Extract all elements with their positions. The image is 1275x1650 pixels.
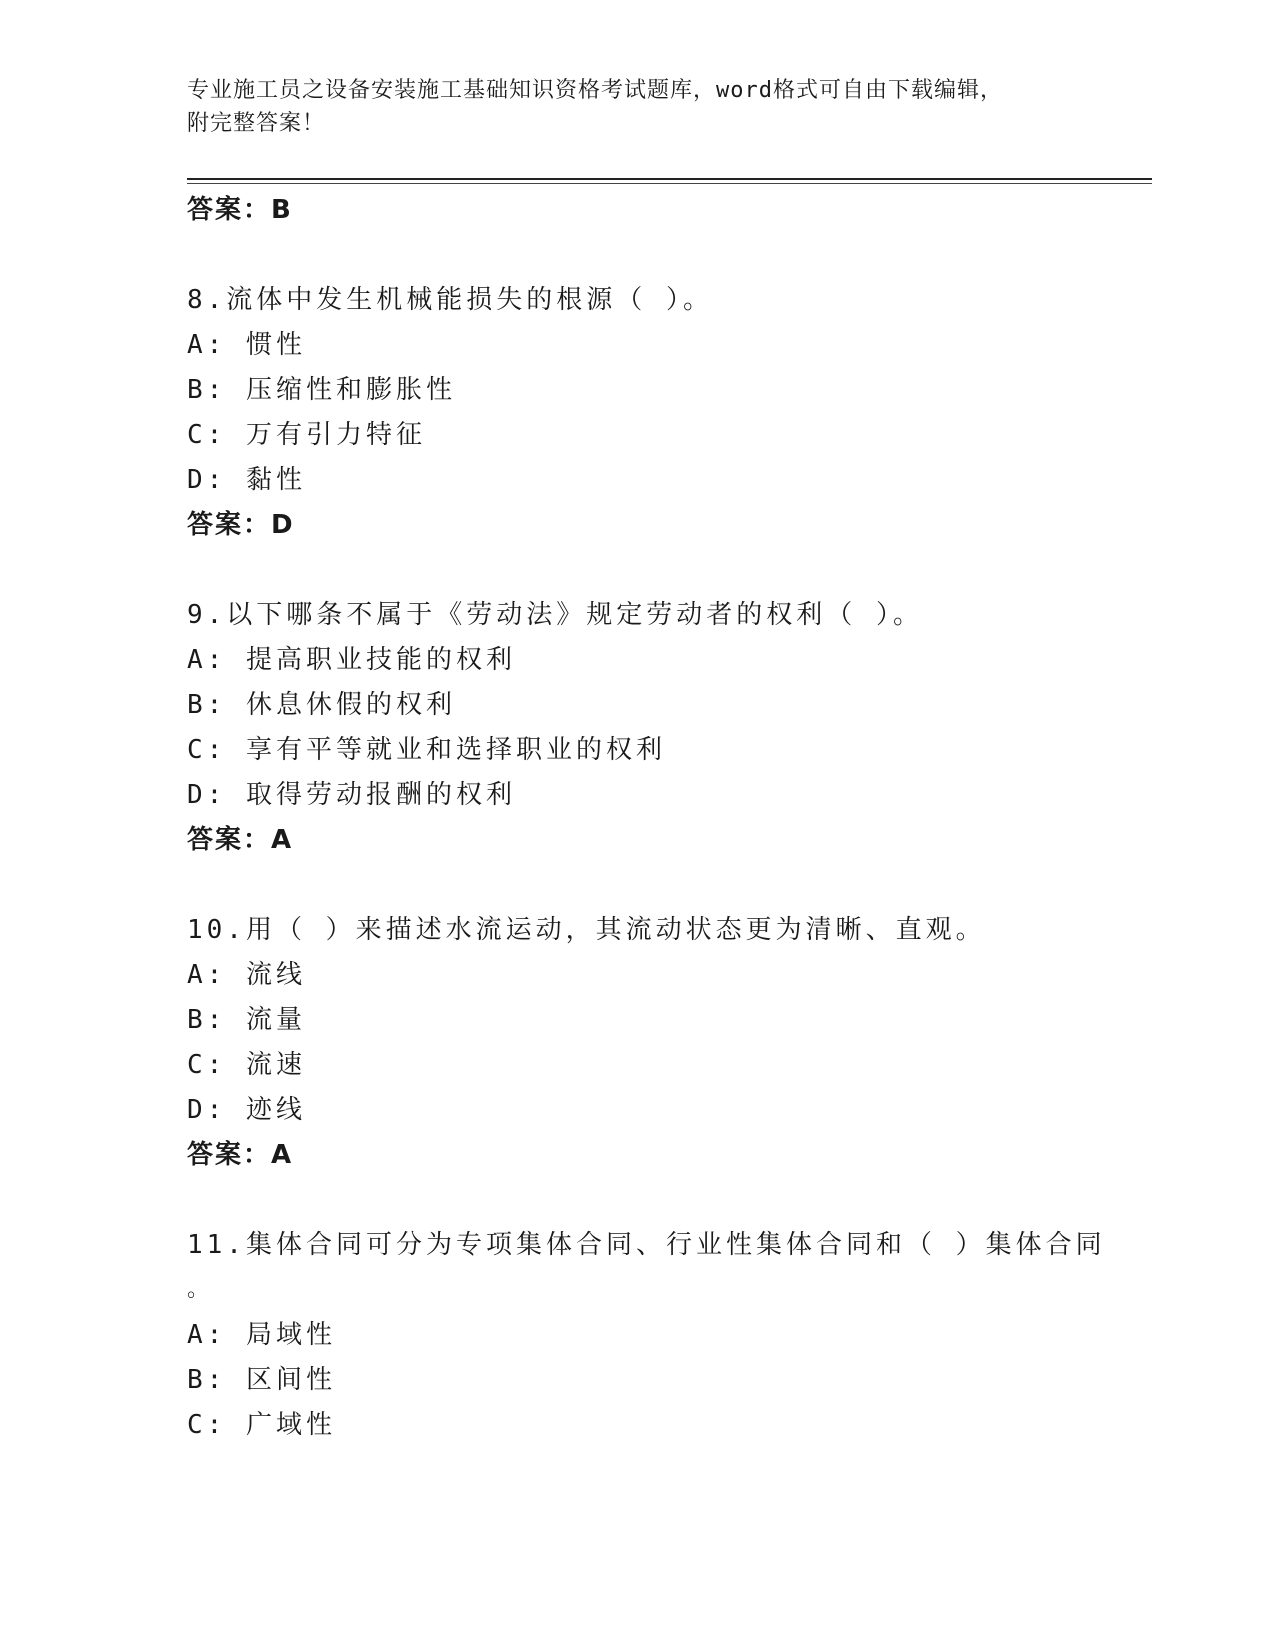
header-divider bbox=[187, 178, 1152, 180]
question-11-option-a: A: 局域性 bbox=[187, 1320, 336, 1350]
question-9-option-c: C: 享有平等就业和选择职业的权利 bbox=[187, 735, 666, 765]
question-9-option-b: B: 休息休假的权利 bbox=[187, 690, 456, 720]
previous-answer: 答案：B bbox=[187, 195, 293, 225]
question-8-option-b: B: 压缩性和膨胀性 bbox=[187, 375, 456, 405]
question-11-stem: 11.集体合同可分为专项集体合同、行业性集体合同和（ ）集体合同 bbox=[187, 1230, 1106, 1260]
header-divider-thin bbox=[187, 183, 1152, 184]
question-11-stem-continuation: 。 bbox=[187, 1277, 214, 1302]
question-9-stem: 9.以下哪条不属于《劳动法》规定劳动者的权利（ ）。 bbox=[187, 600, 923, 630]
question-10-option-a: A: 流线 bbox=[187, 960, 306, 990]
document-header bbox=[187, 74, 1067, 140]
question-8-option-c: C: 万有引力特征 bbox=[187, 420, 426, 450]
question-8-option-d: D: 黏性 bbox=[187, 465, 306, 495]
question-10-answer: 答案：A bbox=[187, 1140, 294, 1170]
question-9-option-a: A: 提高职业技能的权利 bbox=[187, 645, 516, 675]
question-10-option-c: C: 流速 bbox=[187, 1050, 306, 1080]
question-10-option-d: D: 迹线 bbox=[187, 1095, 306, 1125]
question-11-option-b: B: 区间性 bbox=[187, 1365, 336, 1395]
question-8-option-a: A: 惯性 bbox=[187, 330, 306, 360]
question-10-stem: 10.用（ ）来描述水流运动，其流动状态更为清晰、直观。 bbox=[187, 915, 986, 945]
header-line-1: 专业施工员之设备安装施工基础知识资格考试题库，word格式可自由下载编辑， bbox=[187, 78, 1003, 103]
question-10-option-b: B: 流量 bbox=[187, 1005, 306, 1035]
header-line-2: 附完整答案！ bbox=[187, 111, 326, 136]
question-9-option-d: D: 取得劳动报酬的权利 bbox=[187, 780, 516, 810]
question-11-option-c: C: 广域性 bbox=[187, 1410, 336, 1440]
question-8-answer: 答案：D bbox=[187, 510, 295, 540]
question-8-stem: 8.流体中发生机械能损失的根源（ ）。 bbox=[187, 285, 713, 315]
question-9-answer: 答案：A bbox=[187, 825, 294, 855]
